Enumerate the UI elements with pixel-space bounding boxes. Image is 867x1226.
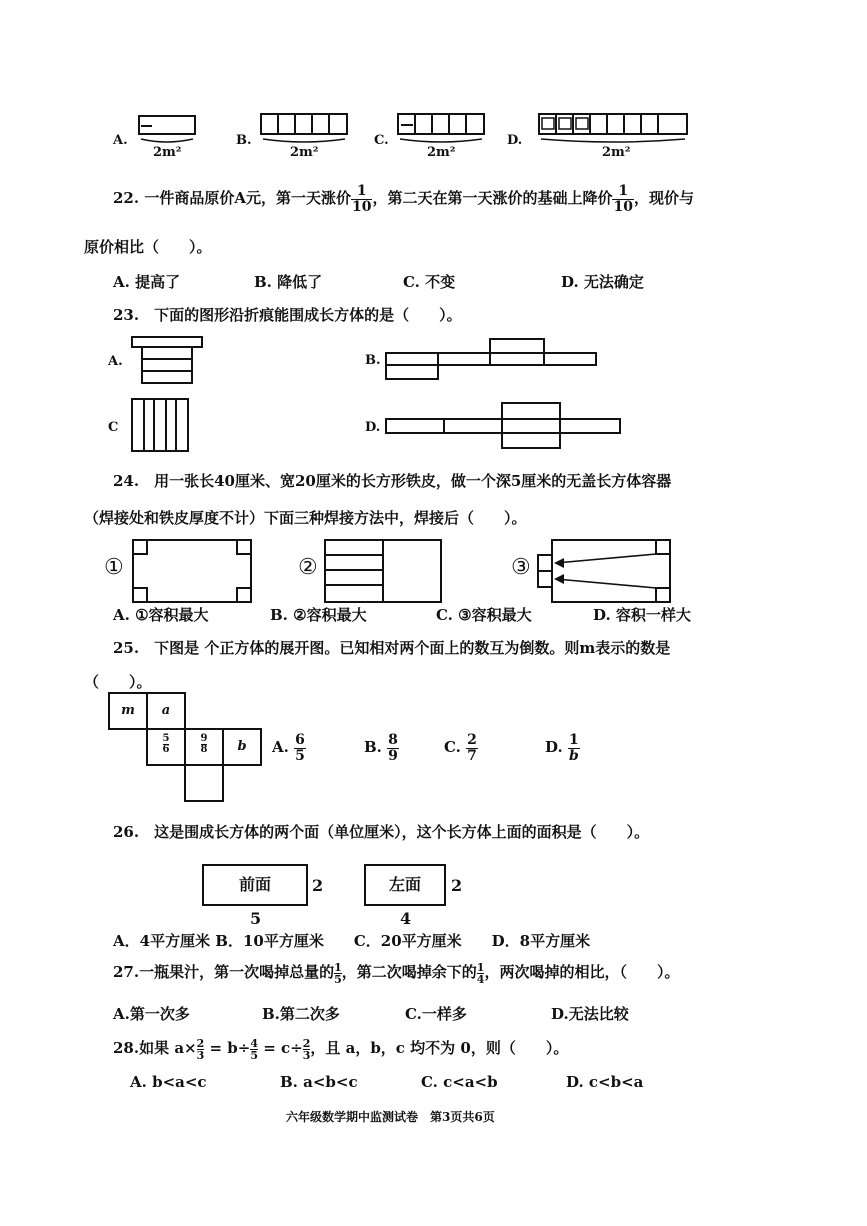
q24-method-2-figure [323,538,445,604]
q25-option-c: C. $\frac{2}{7}$ [444,732,477,764]
q25-option-a: A. $\frac{6}{5}$ [272,732,305,764]
q21-option-b-letter: B. [236,133,252,148]
q23-question: 23. 下面的图形沿折痕能围成长方体的是（ ）。 [113,306,462,324]
q22-option-c: C. 不变 [403,273,456,291]
q23-option-a-net [130,336,206,386]
q22-text-3: ，现价与 [633,189,694,208]
q22-option-a: A. 提高了 [113,273,181,291]
q28-option-c: C. c<a<b [421,1073,498,1091]
q25-line-1: 25. 下图是 个正方体的展开图。已知相对两个面上的数互为倒数。则m表示的数是 [113,639,671,657]
q24-line-1: 24. 用一张长40厘米、宽20厘米的长方形铁皮，做一个深5厘米的无盖长方体容器 [113,472,672,490]
q24-option-a: A. ①容积最大 [113,606,209,624]
q25-cell-bottom [184,764,224,802]
q26-left-width: 4 [400,909,412,928]
q21-option-a-figure [138,115,198,145]
q25-cell-9-8: $\frac{9}{8}$ [184,728,224,766]
q21-option-a-area: 2m² [153,145,182,160]
q24-option-d: D. 容积一样大 [593,606,691,624]
q22-question [113,184,694,214]
q23-option-b-net [384,338,600,382]
q24-marker-1: ① [104,555,124,580]
q25-cell-b: b [222,728,262,766]
q23-option-d-net [384,402,624,450]
q24-method-1-figure [131,538,255,604]
q26-left-face: 左面 [364,864,446,906]
q27-option-c: C.一样多 [405,1005,467,1023]
q24-method-3-figure [536,538,674,604]
q28-option-a: A. b<a<c [130,1073,207,1091]
q22-fraction-2: $\frac{1}{10}$ [613,183,633,215]
q22-number: 22. [113,189,140,208]
q21-option-d-area: 2m² [602,145,631,160]
q23-option-a-label: A. [108,354,123,369]
q25-cell-a: a [146,692,186,730]
q24-option-b: B. ②容积最大 [270,606,367,624]
q27-option-b: B.第二次多 [262,1005,340,1023]
q23-option-d-label: D. [365,420,381,435]
q22-option-d: D. 无法确定 [561,273,644,291]
q25-line-2: （ ）。 [84,673,152,691]
q26-options: A．4平方厘米 B．10平方厘米 C．20平方厘米 D．8平方厘米 [113,932,591,950]
q26-left-height: 2 [451,876,463,895]
q21-option-d-figure [538,113,690,145]
q21-option-b-area: 2m² [290,145,319,160]
q22-option-b: B. 降低了 [254,273,323,291]
q25-option-b: B. $\frac{8}{9}$ [364,732,398,764]
q27-option-a: A.第一次多 [113,1005,190,1023]
q21-option-b-figure [260,113,350,145]
q23-option-b-label: B. [365,353,381,368]
q26-question: 26. 这是围成长方体的两个面（单位厘米），这个长方体上面的面积是（ ）。 [113,823,650,841]
q28-option-d: D. c<b<a [566,1073,644,1091]
q26-front-height: 2 [312,876,324,895]
q24-marker-3: ③ [511,555,531,580]
q25-cell-m: m [108,692,148,730]
q26-front-face: 前面 [202,864,308,906]
q21-option-d-letter: D. [507,133,523,148]
q27-option-d: D.无法比较 [551,1005,629,1023]
q26-front-width: 5 [250,909,262,928]
q24-option-c: C. ③容积最大 [436,606,532,624]
q21-option-c-figure [397,113,487,145]
q22-line-2: 原价相比（ ）。 [84,238,212,256]
q24-marker-2: ② [298,555,318,580]
q25-option-d: D. $\frac{1}{b}$ [545,732,579,764]
q21-option-a-letter: A. [113,133,128,148]
q22-fraction-1: $\frac{1}{10}$ [351,183,372,215]
q28-option-b: B. a<b<c [280,1073,358,1091]
q21-option-c-area: 2m² [427,145,456,160]
q28-question: 28.如果 a× $\frac{2}{3}$ = b÷ $\frac{4}{5}$ = c÷ $\frac{2}{3}$ ，且 a，b，c 均不为 0，则（ ）。 [113,1036,569,1062]
page-footer: 六年级数学期中监测试卷 第3页共6页 [286,1110,495,1124]
q21-option-c-letter: C. [374,133,389,148]
q25-cell-5-6: $\frac{5}{6}$ [146,728,186,766]
q27-question: 27.一瓶果汁，第一次喝掉总量的 $\frac{1}{5}$ ，第二次喝掉余下的 $\frac{1}{4}$ ，两次喝掉的相比，（ ）。 [113,960,680,986]
q23-option-c-label: C [108,420,119,435]
q22-text-1: 一件商品原价A元，第一天涨价 [144,189,351,208]
q23-option-c-net [130,397,192,455]
q24-line-2: （焊接处和铁皮厚度不计）下面三种焊接方法中，焊接后（ ）。 [84,509,527,527]
q22-text-2: ，第二天在第一天涨价的基础上降价 [372,189,613,208]
